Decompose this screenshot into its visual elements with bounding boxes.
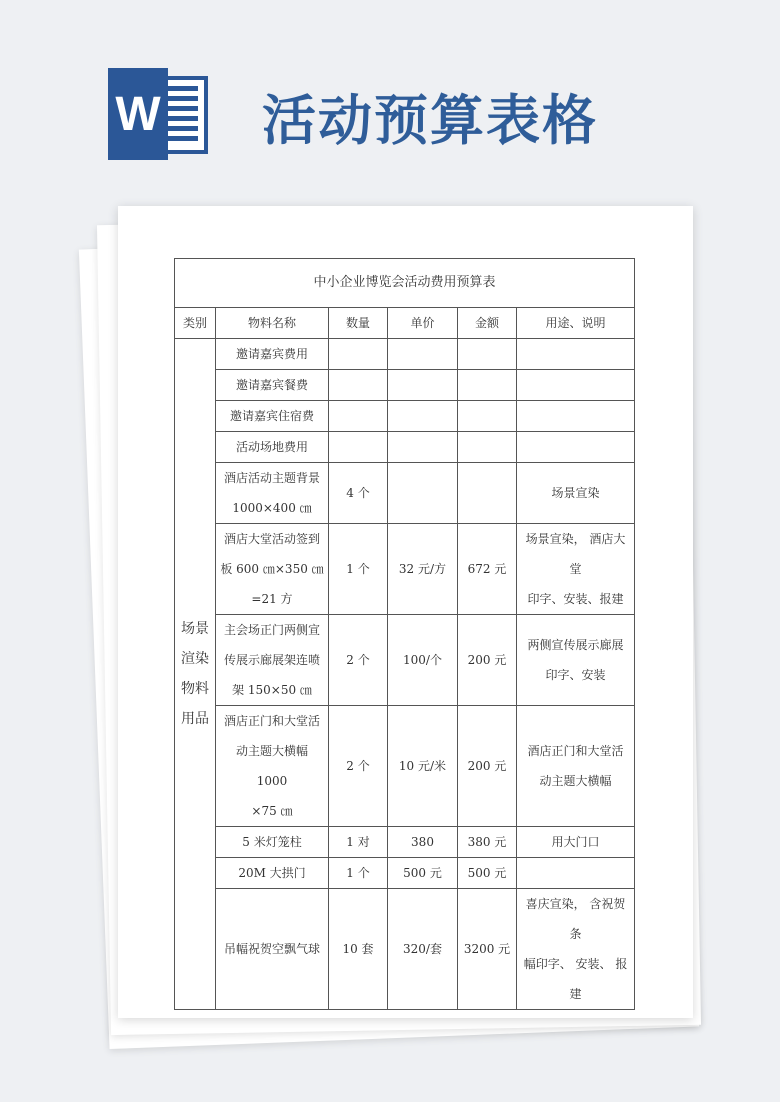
note-cell — [517, 401, 635, 432]
table-row — [175, 432, 635, 463]
unit-price-cell — [388, 339, 458, 370]
table-row — [175, 615, 635, 706]
item-name-cell: 酒店正门和大堂活 动主题大横幅 1000 ×75 ㎝ — [216, 706, 329, 827]
unit-price-cell: 320/套 — [388, 889, 458, 1010]
quantity-cell: 10 套 — [329, 889, 388, 1010]
quantity-cell: 2 个 — [329, 615, 388, 706]
header-category: 类别 — [175, 308, 216, 339]
quantity-cell — [329, 370, 388, 401]
item-name-cell: 邀请嘉宾住宿费 — [216, 401, 329, 432]
table-row — [175, 463, 635, 524]
header-item-name: 物料名称 — [216, 308, 329, 339]
amount-cell: 672 元 — [458, 524, 517, 615]
unit-price-cell: 380 — [388, 827, 458, 858]
quantity-cell: 2 个 — [329, 706, 388, 827]
item-name-cell: 酒店活动主题背景 1000×400 ㎝ — [216, 463, 329, 524]
item-name-cell: 活动场地费用 — [216, 432, 329, 463]
unit-price-cell — [388, 463, 458, 524]
table-caption: 中小企业博览会活动费用预算表 — [175, 259, 635, 308]
table-row — [175, 706, 635, 827]
table-row — [175, 401, 635, 432]
header-purpose-note: 用途、说明 — [517, 308, 635, 339]
item-name-cell: 邀请嘉宾费用 — [216, 339, 329, 370]
amount-cell: 200 元 — [458, 615, 517, 706]
amount-cell: 200 元 — [458, 706, 517, 827]
page-title: 活动预算表格 — [262, 89, 598, 152]
note-cell — [517, 858, 635, 889]
unit-price-cell — [388, 432, 458, 463]
header-quantity: 数量 — [329, 308, 388, 339]
table-row — [175, 370, 635, 401]
category-cell: 场景 渲染 物料 用品 — [175, 339, 216, 1010]
note-cell — [517, 432, 635, 463]
quantity-cell: 4 个 — [329, 463, 388, 524]
unit-price-cell: 10 元/米 — [388, 706, 458, 827]
item-name-cell: 邀请嘉宾餐费 — [216, 370, 329, 401]
quantity-cell: 1 个 — [329, 524, 388, 615]
note-cell: 用大门口 — [517, 827, 635, 858]
amount-cell — [458, 401, 517, 432]
item-name-cell: 酒店大堂活动签到 板 600 ㎝×350 ㎝ =21 方 — [216, 524, 329, 615]
note-cell — [517, 339, 635, 370]
amount-cell: 500 元 — [458, 858, 517, 889]
unit-price-cell: 32 元/方 — [388, 524, 458, 615]
quantity-cell: 1 对 — [329, 827, 388, 858]
item-name-cell: 20M 大拱门 — [216, 858, 329, 889]
quantity-cell: 1 个 — [329, 858, 388, 889]
header-amount: 金额 — [458, 308, 517, 339]
note-cell: 场景宣染， 酒店大堂 印字、安装、报建 — [517, 524, 635, 615]
amount-cell — [458, 370, 517, 401]
item-name-cell: 吊幅祝贺空飘气球 — [216, 889, 329, 1010]
item-name-cell: 5 米灯笼柱 — [216, 827, 329, 858]
quantity-cell — [329, 339, 388, 370]
unit-price-cell: 500 元 — [388, 858, 458, 889]
table-row — [175, 339, 635, 370]
amount-cell — [458, 339, 517, 370]
unit-price-cell: 100/个 — [388, 615, 458, 706]
quantity-cell — [329, 401, 388, 432]
amount-cell — [458, 432, 517, 463]
table-header-row — [175, 308, 635, 339]
note-cell: 场景宣染 — [517, 463, 635, 524]
note-cell — [517, 370, 635, 401]
header-unit-price: 单价 — [388, 308, 458, 339]
amount-cell: 380 元 — [458, 827, 517, 858]
budget-table — [174, 258, 635, 1010]
unit-price-cell — [388, 370, 458, 401]
word-document-icon — [108, 68, 208, 160]
item-name-cell: 主会场正门两侧宣 传展示廊展架连喷 架 150×50 ㎝ — [216, 615, 329, 706]
word-badge: W — [108, 68, 168, 160]
amount-cell — [458, 463, 517, 524]
quantity-cell — [329, 432, 388, 463]
table-row — [175, 858, 635, 889]
amount-cell: 3200 元 — [458, 889, 517, 1010]
unit-price-cell — [388, 401, 458, 432]
note-cell: 两侧宣传展示廊展 印字、安装 — [517, 615, 635, 706]
table-row — [175, 524, 635, 615]
table-row — [175, 889, 635, 1010]
table-row — [175, 827, 635, 858]
note-cell: 酒店正门和大堂活 动主题大横幅 — [517, 706, 635, 827]
table-caption-row — [175, 259, 635, 308]
note-cell: 喜庆宣染， 含祝贺条 幅印字、 安装、 报建 — [517, 889, 635, 1010]
